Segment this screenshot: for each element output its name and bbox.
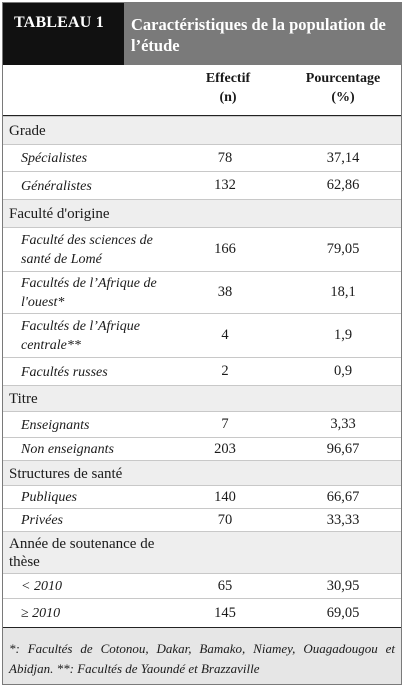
row-label: Non enseignants — [21, 442, 114, 457]
table-row — [3, 437, 401, 460]
column-header-effectif-label: Effectif — [205, 71, 251, 86]
percentage-cell: 1,9 — [333, 327, 353, 343]
table-row — [3, 144, 401, 171]
table-title: Caractéristiques de la population de l’étude — [131, 15, 386, 55]
table-row — [3, 485, 401, 508]
effectif-cell: 38 — [217, 284, 233, 300]
effectif-cell: 166 — [214, 241, 236, 257]
percentage-cell: 79,05 — [326, 241, 360, 257]
percentage-cell: 0,9 — [333, 363, 353, 379]
group-label: Faculté d'origine — [9, 206, 110, 222]
row-label: < 2010 — [21, 579, 62, 594]
row-label: Faculté des sciences de santé de Lomé — [21, 233, 153, 267]
column-header-effectif-unit: (n) — [219, 90, 237, 105]
table-row — [3, 171, 401, 199]
table-footnote: *: Facultés de Cotonou, Dakar, Bamako, Niamey, Ouagadougou et Abidjan. **: Facultés de Yaoundé et Brazzaville — [3, 627, 401, 684]
table-row — [3, 227, 401, 271]
percentage-cell: 69,05 — [326, 605, 360, 621]
effectif-cell: 145 — [214, 605, 236, 621]
table-frame — [2, 2, 402, 685]
column-header-pourcentage — [293, 69, 393, 111]
table-group-row — [3, 116, 401, 144]
group-label: Grade — [9, 123, 46, 139]
column-header-pourcentage-unit: (%) — [331, 90, 355, 105]
column-header-effectif — [193, 69, 263, 111]
percentage-cell: 30,95 — [326, 578, 360, 594]
percentage-cell: 62,86 — [326, 177, 360, 193]
table-row — [3, 411, 401, 437]
effectif-cell: 7 — [221, 416, 229, 432]
group-label: Année de soutenance de thèse — [9, 536, 155, 570]
effectif-cell: 70 — [217, 512, 233, 528]
percentage-cell: 96,67 — [326, 441, 360, 457]
table-row — [3, 357, 401, 385]
percentage-cell: 3,33 — [330, 416, 356, 432]
effectif-cell: 203 — [214, 441, 236, 457]
effectif-cell: 132 — [214, 177, 236, 193]
row-label: Publiques — [21, 490, 77, 505]
table-group-row — [3, 385, 401, 411]
effectif-cell: 2 — [221, 363, 229, 379]
table-group-row — [3, 199, 401, 227]
row-label: ≥ 2010 — [21, 606, 61, 621]
table-row — [3, 271, 401, 313]
effectif-cell: 140 — [214, 489, 236, 505]
table-group-row — [3, 460, 401, 485]
table-row — [3, 508, 401, 531]
row-label: Facultés de l’Afrique centrale** — [21, 319, 140, 353]
group-label: Structures de santé — [9, 466, 123, 482]
row-label: Facultés de l’Afrique de l'ouest* — [21, 276, 157, 310]
percentage-cell: 37,14 — [326, 150, 360, 166]
percentage-cell: 33,33 — [326, 512, 360, 528]
effectif-cell: 78 — [217, 150, 233, 166]
percentage-cell: 66,67 — [326, 489, 360, 505]
row-label: Généralistes — [21, 179, 92, 194]
row-label: Enseignants — [21, 418, 90, 433]
effectif-cell: 4 — [221, 327, 229, 343]
table-group-row — [3, 531, 401, 573]
column-header-pourcentage-label: Pourcentage — [305, 71, 381, 86]
percentage-cell: 18,1 — [330, 284, 356, 300]
table-row — [3, 598, 401, 627]
table-row — [3, 313, 401, 357]
row-label: Spécialistes — [21, 151, 88, 166]
table-row — [3, 573, 401, 598]
row-label: Privées — [21, 513, 63, 528]
group-label: Titre — [9, 391, 38, 407]
table-header — [3, 3, 401, 65]
row-label: Facultés russes — [21, 365, 108, 380]
effectif-cell: 65 — [217, 578, 233, 594]
table-number: TABLEAU 1 — [3, 3, 124, 65]
